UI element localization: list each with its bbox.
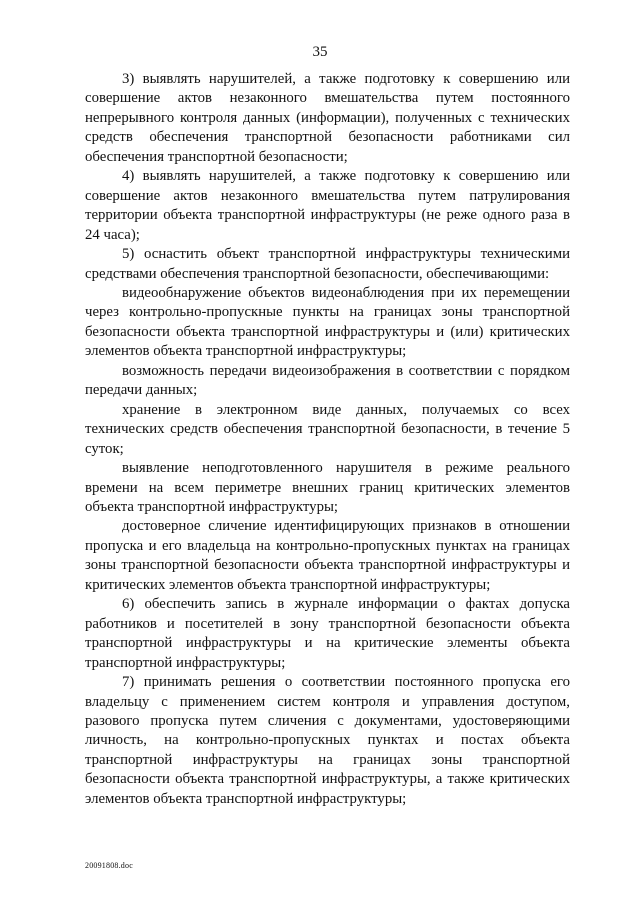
paragraph-item-3: 3) выявлять нарушителей, а также подготовку к совершению или совершение актов незаконного вмешательства путем постоянного непрерывного контроля данных (информации), полученных с технических средств обеспечения транспортной безопасности работниками сил обеспечения транспортной безопасности; — [85, 71, 570, 165]
paragraph-item-4: 4) выявлять нарушителей, а также подготовку к совершению или совершение актов незаконного вмешательства путем патрулирования территории объекта транспортной инфраструктуры (не реже одного раза в 24 часа); — [85, 168, 570, 243]
paragraph-data-storage: хранение в электронном виде данных, получаемых со всех технических средств обеспечения транспортной безопасности, в течение 5 суток; — [85, 401, 570, 457]
document-body — [85, 70, 570, 809]
paragraph-video-transmission: возможность передачи видеоизображения в соответствии с порядком передачи данных; — [85, 362, 570, 399]
page-number: 35 — [312, 44, 328, 60]
paragraph-item-6: 6) обеспечить запись в журнале информации о фактах допуска работников и посетителей в зону транспортной безопасности объекта транспортной инфраструктуры и на критические элементы объекта транспортной инфраструктуры; — [85, 596, 570, 671]
paragraph-video-detection: видеообнаружение объектов видеонаблюдения при их перемещении через контрольно-пропускные пункты на границах зоны транспортной безопасности объекта транспортной инфраструктуры и (или) критических элементов объекта транспортной инфраструктуры; — [85, 284, 570, 360]
paragraph-pass-matching: достоверное сличение идентифицирующих признаков в отношении пропуска и его владельца на контрольно-пропускных пунктах на границах зоны транспортной безопасности объекта транспортной инфраструктуры и критических элементов объекта транспортной инфраструктуры; — [85, 518, 570, 593]
paragraph-item-7: 7) принимать решения о соответствии постоянного пропуска его владельцу с применением систем контроля и управления доступом, разового пропуска путем сличения с документами, удостоверяющими личность, на контрольно-пропускных пунктах и постах объекта транспортной инфраструктуры на границах зоны транспортной безопасности объекта транспортной инфраструктуры, а также критических элементов объекта транспортной инфраструктуры; — [85, 674, 570, 807]
file-name-footer: 20091808.doc — [85, 861, 133, 870]
paragraph-intruder-detection: выявление неподготовленного нарушителя в режиме реального времени на всем периметре внешних границ критических элементов объекта транспортной инфраструктуры; — [85, 460, 570, 515]
paragraph-item-5: 5) оснастить объект транспортной инфраструктуры техническими средствами обеспечения транспортной безопасности, обеспечивающими: — [85, 246, 570, 282]
